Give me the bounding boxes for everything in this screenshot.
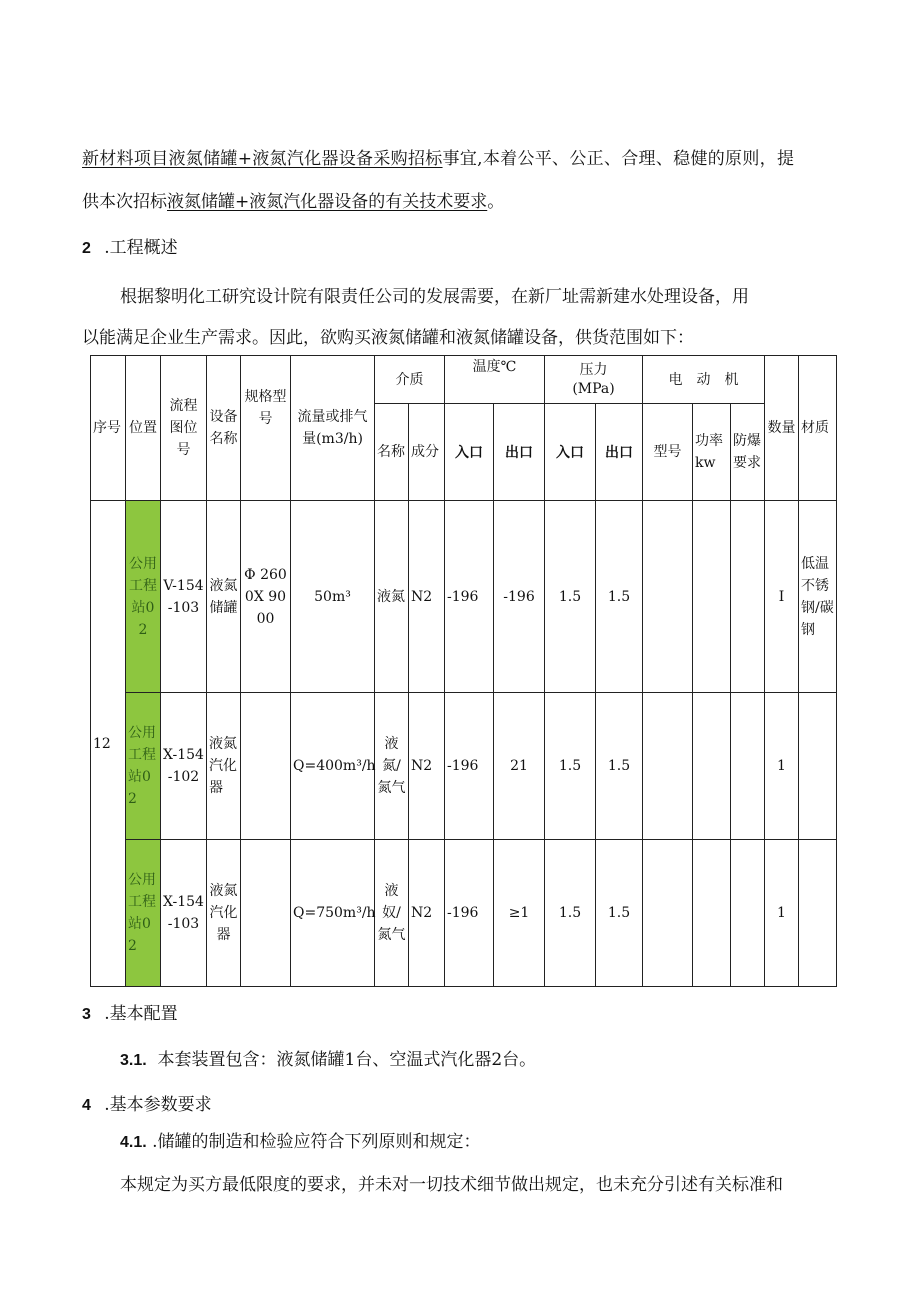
cell-pressure-out: 1.5 [596,501,643,693]
cell-quantity: 1 [765,840,799,987]
header-pressure [545,356,643,404]
intro-line-1 [82,147,794,171]
header-spec-model: 规格型号 [241,356,291,501]
header-motor-power: 功率kw [693,404,731,501]
header-equipment-name: 设备名称 [207,356,241,501]
section-4-1 [120,1130,481,1155]
section-3-heading [82,1002,178,1027]
header-medium-name: 名称 [375,404,409,501]
cell-position: 公用工程站02 [126,840,161,987]
cell-medium-composition: N2 [409,840,445,987]
cell-flow: Q=400m³/h [291,693,375,840]
cell-pressure-in: 1.5 [545,501,596,693]
cell-material: 低温不锈钢/碳钢 [799,501,837,693]
cell-equipment-name: 液氮汽化器 [207,840,241,987]
cell-flow: Q=750m³/h [291,840,375,987]
section-2-title: .工程概述 [104,238,178,258]
table-row [91,693,837,840]
cell-pressure-in: 1.5 [545,840,596,987]
header-pressure-in: 入口 [545,404,596,501]
header-motor-explosion-proof: 防爆要求 [731,404,765,501]
intro-line-2 [82,190,504,214]
section-2-para-2: 以能满足企业生产需求。因此，欲购买液氮储罐和液氮储罐设备，供货范围如下： [82,328,694,348]
cell-temp-in: -196 [445,693,494,840]
cell-motor-explosion-proof [731,693,765,840]
cell-flow-position: X-154-102 [161,693,207,840]
intro-rest-1: 事宜,本着公平、公正、合理、稳健的原则，提 [442,149,795,169]
cell-flow-position: V-154-103 [161,501,207,693]
section-4-para: 本规定为买方最低限度的要求，并未对一切技术细节做出规定，也未充分引述有关标准和 [120,1175,783,1195]
cell-equipment-name: 液氮储罐 [207,501,241,693]
cell-material [799,693,837,840]
header-pressure-unit: (MPa) [572,380,615,397]
cell-motor-explosion-proof [731,840,765,987]
header-quantity: 数量 [765,356,799,501]
cell-temp-out: ≥1 [494,840,545,987]
cell-medium-composition: N2 [409,501,445,693]
section-2-heading [82,236,178,261]
header-medium: 介质 [375,356,445,404]
header-temp-out: 出口 [494,404,545,501]
header-position: 位置 [126,356,161,501]
header-flow: 流量或排气量(m3/h) [291,356,375,501]
cell-material [799,840,837,987]
intro-end-2: 。 [487,192,505,212]
cell-spec-model [241,693,291,840]
intro-underlined-1: 新材料项目液氮储罐+液氮汽化器设备采购招标 [82,149,443,169]
section-4-title: .基本参数要求 [104,1095,212,1115]
header-pressure-label: 压力 [579,361,608,378]
supply-scope-table [90,355,837,987]
header-motor-model: 型号 [643,404,693,501]
header-temperature: 温度℃ [445,356,545,404]
header-motor: 电 动 机 [643,356,765,404]
cell-temp-in: -196 [445,840,494,987]
table-row [91,840,837,987]
section-4-heading [82,1093,212,1118]
section-3-1 [120,1048,536,1073]
section-3-number: 3 [82,1006,91,1023]
cell-medium-name: 液氮 [375,501,409,693]
intro-underlined-2: 液氮储罐+液氮汽化器设备的有关技术要求 [167,192,488,212]
cell-pressure-in: 1.5 [545,693,596,840]
cell-position: 公用工程站02 [126,501,161,693]
cell-spec-model: Φ 2600X 9000 [241,501,291,693]
cell-pressure-out: 1.5 [596,693,643,840]
section-3-title: .基本配置 [104,1004,178,1024]
cell-temp-out: 21 [494,693,545,840]
header-material: 材质 [799,356,837,501]
header-medium-composition: 成分 [409,404,445,501]
cell-flow-position: X-154-103 [161,840,207,987]
cell-motor-power [693,501,731,693]
header-pressure-out: 出口 [596,404,643,501]
intro-start-2: 供本次招标 [82,192,167,212]
cell-flow: 50m³ [291,501,375,693]
header-flow-position: 流程图位号 [161,356,207,501]
cell-spec-model [241,840,291,987]
cell-pressure-out: 1.5 [596,840,643,987]
cell-temp-in: -196 [445,501,494,693]
cell-equipment-name: 液氮汽化器 [207,693,241,840]
cell-motor-power [693,840,731,987]
section-3-1-number: 3.1. [120,1052,147,1069]
cell-quantity: 1 [765,693,799,840]
cell-medium-name: 液奴/氮气 [375,840,409,987]
table-row [91,501,837,693]
cell-motor-model [643,501,693,693]
cell-medium-composition: N2 [409,693,445,840]
section-4-1-text: .储罐的制造和检验应符合下列原则和规定： [152,1132,481,1152]
section-2-number: 2 [82,240,91,257]
cell-quantity: I [765,501,799,693]
cell-seq: 12 [91,501,126,987]
cell-medium-name: 液氮/氮气 [375,693,409,840]
cell-position: 公用工程站02 [126,693,161,840]
cell-temp-out: -196 [494,501,545,693]
cell-motor-power [693,693,731,840]
section-3-1-text: 本套装置包含：液氮储罐1台、空温式汽化器2台。 [157,1050,537,1070]
section-4-1-number: 4.1. [120,1134,147,1151]
table-header-row-1 [91,356,837,404]
cell-motor-model [643,693,693,840]
section-4-number: 4 [82,1097,91,1114]
cell-motor-explosion-proof [731,501,765,693]
header-seq: 序号 [91,356,126,501]
header-temp-in: 入口 [445,404,494,501]
section-2-para-1: 根据黎明化工研究设计院有限责任公司的发展需要，在新厂址需新建水处理设备，用 [120,287,749,307]
cell-motor-model [643,840,693,987]
